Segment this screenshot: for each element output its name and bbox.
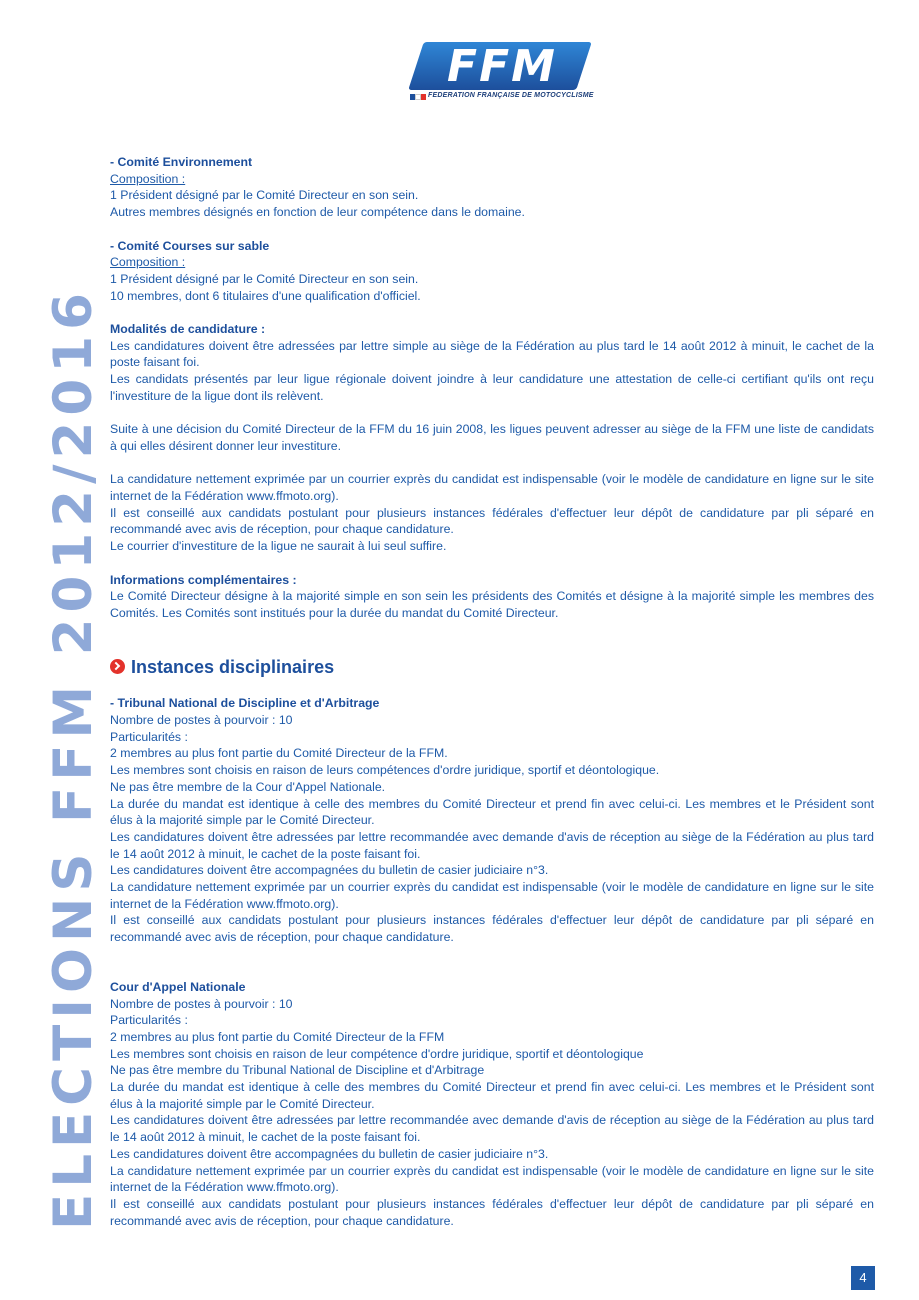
infos-title: Informations complémentaires : xyxy=(110,572,297,587)
section-heading xyxy=(110,655,874,679)
sand-line: 1 Président désigné par le Comité Directeur en son sein. xyxy=(110,271,419,286)
cour-line: Particularités : xyxy=(110,1013,188,1028)
modalites-paragraph: Il est conseillé aux candidats postulant pour plusieurs instances fédérales d'effectuer leur dépôt de candidature par pli séparé en recommandé avec avis de réception, pour chaque candidature. xyxy=(110,505,874,537)
tribunal-line: Les candidatures doivent être adressées par lettre recommandée avec demande d'avis de réception au siège de la Fédération au plus tard le 14 août 2012 à minuit, le cachet de la poste faisant foi. xyxy=(110,829,874,861)
tribunal-line: La durée du mandat est identique à celle des membres du Comité Directeur et prend fin avec celui-ci. Les membres et le Président sont élus à la majorité simple par le Comité Directeur. xyxy=(110,796,874,828)
tribunal-line: Particularités : xyxy=(110,729,188,744)
tribunal-line: Il est conseillé aux candidats postulant pour plusieurs instances fédérales d'effectuer leur dépôt de candidature par pli séparé en recommandé avec avis de réception, pour chaque candidature. xyxy=(110,913,874,945)
flag-icon xyxy=(410,94,426,100)
vertical-title: ELECTIONS FFM 2012/2016 xyxy=(43,287,104,1230)
env-line: Autres membres désignés en fonction de leur compétence dans le domaine. xyxy=(110,205,525,220)
tribunal-line: Nombre de postes à pourvoir : 10 xyxy=(110,713,293,727)
modalites-title: Modalités de candidature : xyxy=(110,322,266,336)
ffm-logo xyxy=(408,41,594,102)
document-body xyxy=(110,154,874,1229)
modalites-paragraph: La candidature nettement exprimée par un courrier exprès du candidat est indispensable (voir le modèle de candidature en ligne sur le site internet de la Fédération www.ffmoto.org). xyxy=(110,472,874,503)
env-line: 1 Président désigné par le Comité Directeur en son sein. xyxy=(110,188,419,203)
cour-line: Les candidatures doivent être adressées par lettre recommandée avec demande d'avis de réception au siège de la Fédération au plus tard le 14 août 2012 à minuit, le cachet de la poste faisant foi. xyxy=(110,1113,874,1145)
tribunal-line: Ne pas être membre de la Cour d'Appel Nationale. xyxy=(110,779,386,794)
cour-line: Il est conseillé aux candidats postulant pour plusieurs instances fédérales d'effectuer leur dépôt de candidature par pli séparé en recommandé avec avis de réception, pour chaque candidature. xyxy=(110,1196,874,1228)
page-number: 4 xyxy=(851,1266,875,1290)
tribunal-line: 2 membres au plus font partie du Comité Directeur de la FFM. xyxy=(110,746,448,761)
modalites-paragraph: Les candidatures doivent être adressées par lettre simple au siège de la Fédération au plus tard le 14 août 2012 à minuit, le cachet de la poste faisant foi. xyxy=(110,338,874,370)
cour-line: Nombre de postes à pourvoir : 10 xyxy=(110,996,293,1011)
tribunal-line: Les candidatures doivent être accompagnées du bulletin de casier judiciaire n°3. xyxy=(110,863,549,878)
infos-paragraph: Le Comité Directeur désigne à la majorité simple en son sein les présidents des Comités et désigne à la majorité simple les membres des Comités. Les Comités sont institués pour la durée du mandat du Comité Directeur. xyxy=(110,589,874,620)
cour-line: La durée du mandat est identique à celle des membres du Comité Directeur et prend fin avec celui-ci. Les membres et le Président sont élus à la majorité simple par le Comité Directeur. xyxy=(110,1080,874,1111)
logo-letters: FFM xyxy=(447,41,557,92)
cour-line: Ne pas être membre du Tribunal National de Discipline et d'Arbitrage xyxy=(110,1063,485,1078)
cour-line: 2 membres au plus font partie du Comité Directeur de la FFM xyxy=(110,1029,445,1044)
sand-line: 10 membres, dont 6 titulaires d'une qualification d'officiel. xyxy=(110,288,421,303)
cour-line: Les candidatures doivent être accompagnées du bulletin de casier judiciaire n°3. xyxy=(110,1146,549,1161)
modalites-paragraph: Suite à une décision du Comité Directeur de la FFM du 16 juin 2008, les ligues peuvent adresser au siège de la FFM une liste de candidats à qui elles désirent donner leur investiture. xyxy=(110,422,874,453)
tribunal-line: La candidature nettement exprimée par un courrier exprès du candidat est indispensable (voir le modèle de candidature en ligne sur le site internet de la Fédération www.ffmoto.org). xyxy=(110,880,874,911)
cour-line: La candidature nettement exprimée par un courrier exprès du candidat est indispensable (voir le modèle de candidature en ligne sur le site internet de la Fédération www.ffmoto.org). xyxy=(110,1163,874,1195)
cour-line: Les membres sont choisis en raison de leur compétence d'ordre juridique, sportif et déontologique xyxy=(110,1046,644,1061)
tribunal-line: Les membres sont choisis en raison de leurs compétences d'ordre juridique, sportif et déontologique. xyxy=(110,763,660,778)
tribunal-title: - Tribunal National de Discipline et d'Arbitrage xyxy=(110,696,380,711)
sand-composition-label: Composition : xyxy=(110,255,186,270)
modalites-paragraph: Les candidats présentés par leur ligue régionale doivent joindre à leur candidature une attestation de celle-ci certifiant qu'ils ont reçu l'investiture de la ligue dont ils relèvent. xyxy=(110,372,874,403)
sand-title: - Comité Courses sur sable xyxy=(110,238,270,253)
logo-subtitle: FEDERATION FRANÇAISE DE MOTOCYCLISME xyxy=(428,92,594,99)
modalites-paragraph: Le courrier d'investiture de la ligue ne saurait à lui seul suffire. xyxy=(110,539,447,554)
chevron-right-icon xyxy=(110,659,125,674)
section-title: Instances disciplinaires xyxy=(131,656,335,677)
env-title: - Comité Environnement xyxy=(110,155,253,169)
cour-title: Cour d'Appel Nationale xyxy=(110,979,246,994)
env-composition-label: Composition : xyxy=(110,171,186,186)
